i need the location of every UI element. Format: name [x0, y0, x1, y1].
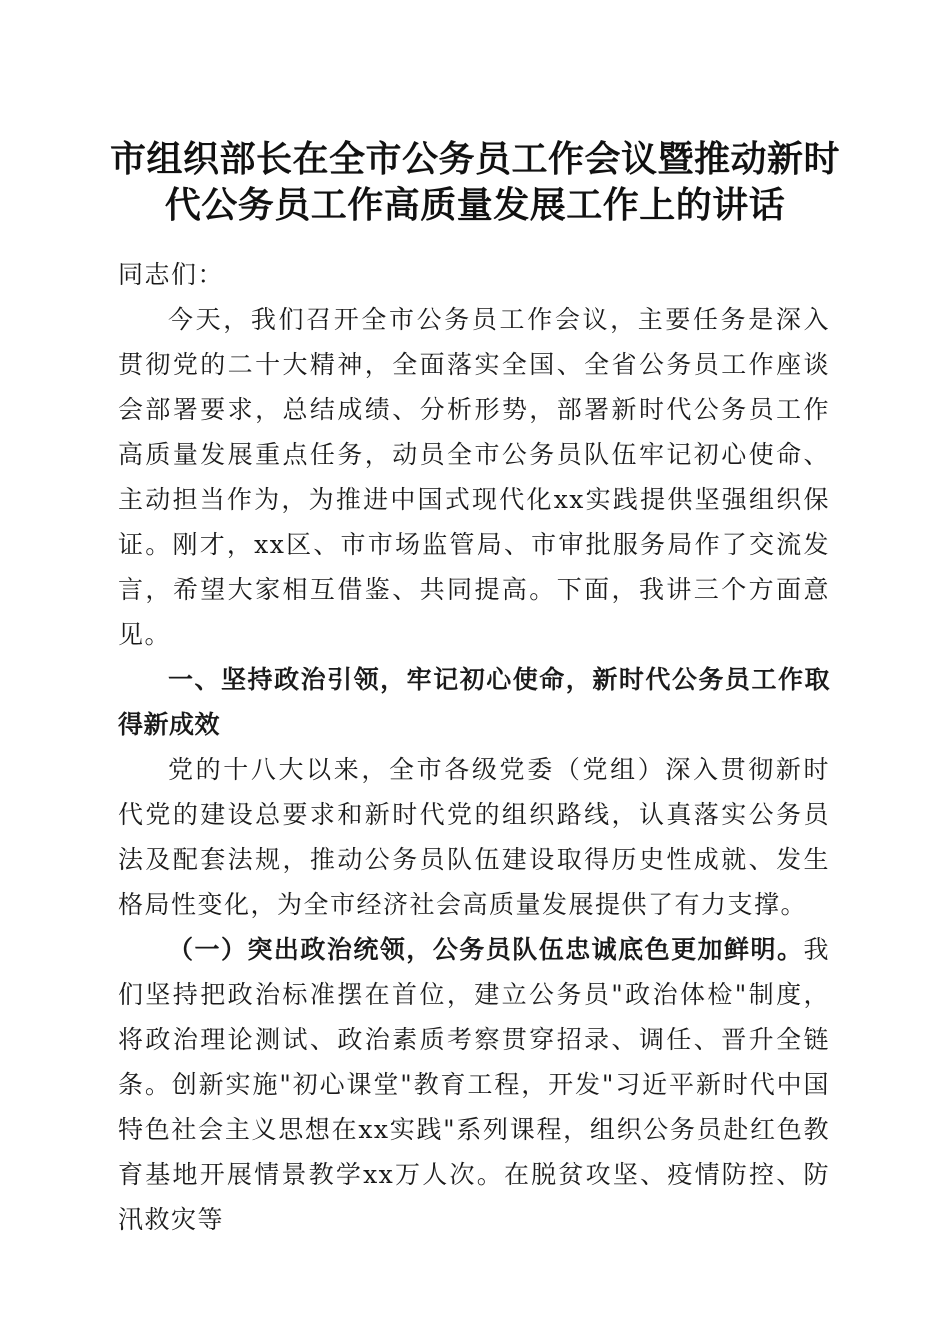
intro-paragraph: 今天，我们召开全市公务员工作会议，主要任务是深入贯彻党的二十大精神，全面落实全国、全省公务员工作座谈会部署要求，总结成绩、分析形势，部署新时代公务员工作高质量发展重点任务，动员全市公务员队伍牢记初心使命、主动担当作为，为推进中国式现代化xx实践提供坚强组织保证。刚才，xx区、市市场监管局、市审批服务局作了交流发言，希望大家相互借鉴、共同提高。下面，我讲三个方面意见。 [118, 305, 830, 649]
document-title [100, 136, 850, 228]
salutation: 同志们： [118, 260, 225, 289]
document-body [118, 252, 830, 1242]
subsection-one-text: 我们坚持把政治标准摆在首位，建立公务员"政治体检"制度，将政治理论测试、政治素质考察贯穿招录、调任、晋升全链条。创新实施"初心课堂"教育工程，开发"习近平新时代中国特色社会主义思想在xx实践"系列课程，组织公务员赴红色教育基地开展情景教学xx万人次。在脱贫攻坚、疫情防控、防汛救灾等 [118, 935, 830, 1234]
subsection-one-lead: （一）突出政治统领，公务员队伍忠诚底色更加鲜明。 [168, 935, 804, 964]
title-line-1: 市组织部长在全市公务员工作会议暨推动新时 [109, 138, 840, 180]
subsection-one-paragraph [118, 927, 830, 1242]
section-one-paragraph: 党的十八大以来，全市各级党委（党组）深入贯彻新时代党的建设总要求和新时代党的组织路线，认真落实公务员法及配套法规，推动公务员队伍建设取得历史性成就、发生格局性变化，为全市经济社会高质量发展提供了有力支撑。 [118, 755, 830, 919]
title-line-2: 代公务员工作高质量发展工作上的讲话 [164, 184, 786, 226]
section-one-heading: 一、坚持政治引领，牢记初心使命，新时代公务员工作取得新成效 [118, 665, 830, 739]
